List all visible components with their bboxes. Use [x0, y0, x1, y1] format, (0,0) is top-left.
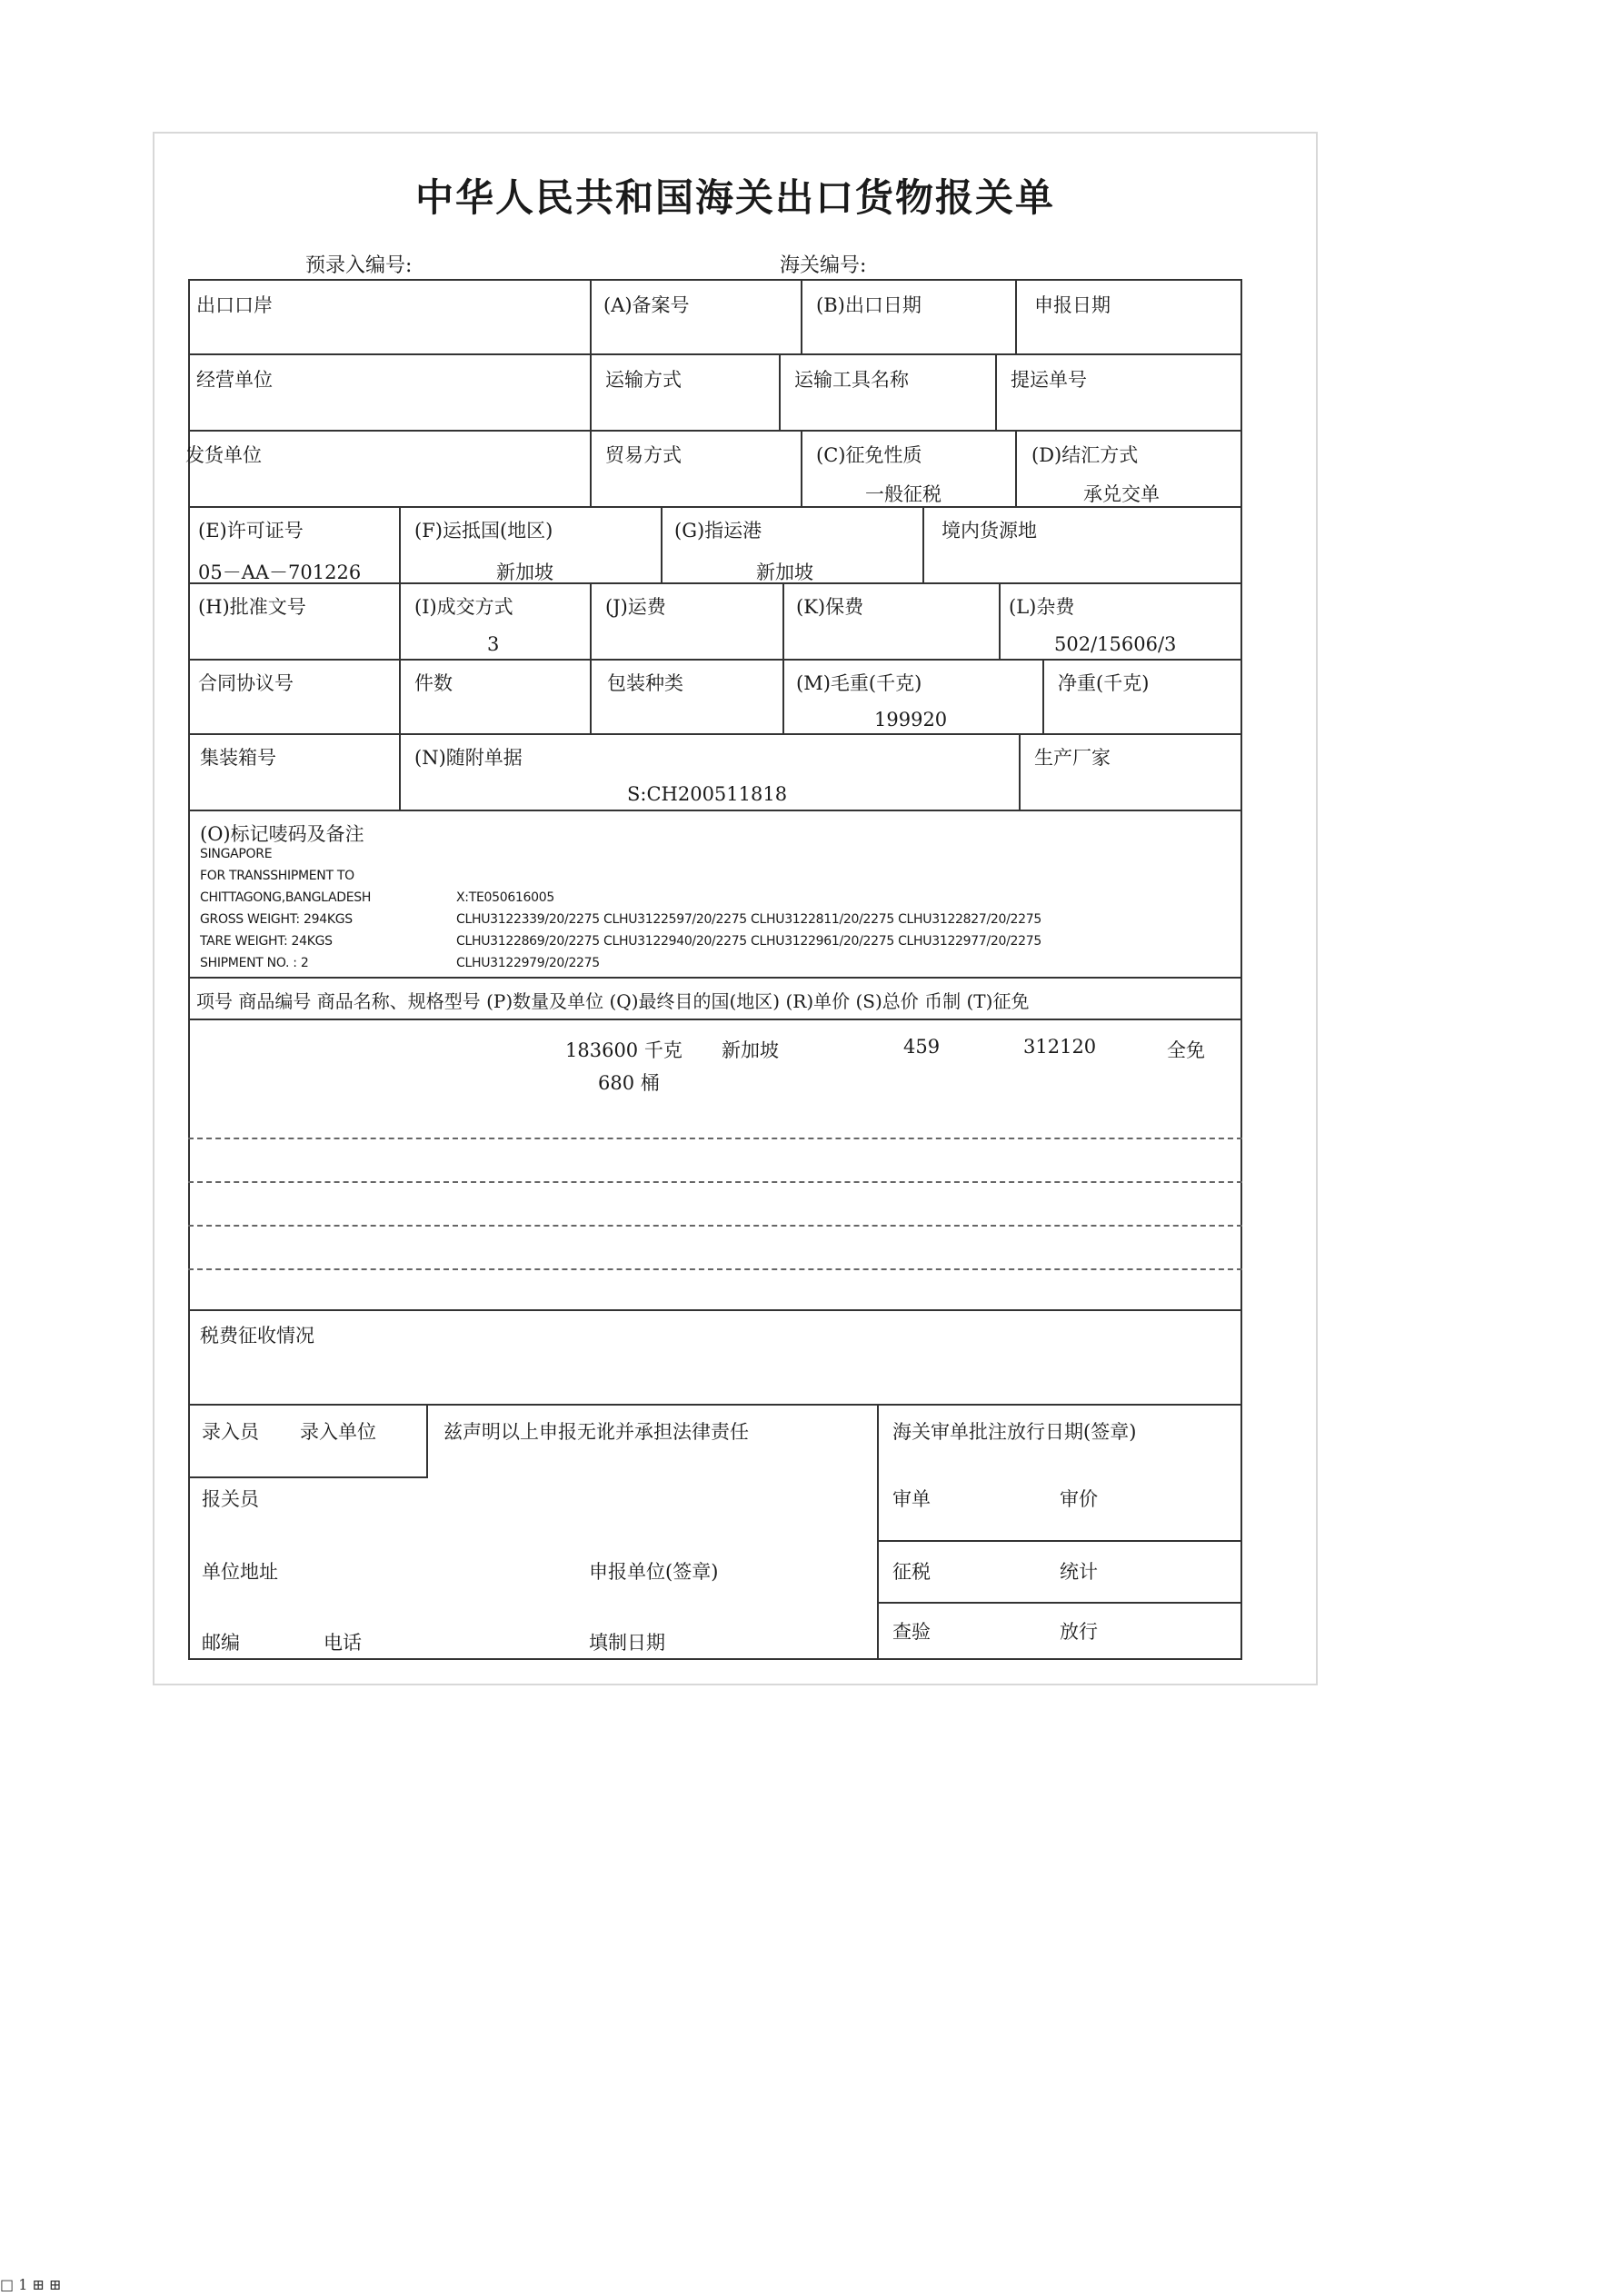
marks-left-line: TARE WEIGHT: 24KGS	[200, 934, 333, 949]
license-label: (E)许可证号	[198, 520, 304, 542]
declare-date-label: 申报日期	[1034, 294, 1111, 316]
marks-left-line: SINGAPORE	[200, 847, 273, 861]
operator-label: 经营单位	[196, 369, 273, 391]
docs-label: (N)随附单据	[414, 747, 523, 769]
deal-mode-label: (I)成交方式	[414, 596, 513, 618]
customs-approval-label: 海关审单批注放行日期(签章)	[892, 1421, 1137, 1443]
marks-left-line: FOR TRANSSHIPMENT TO	[200, 869, 354, 883]
gross-label: (M)毛重(千克)	[796, 672, 922, 694]
goods-country: 新加坡	[722, 1039, 779, 1061]
export-date-label: (B)出口日期	[816, 294, 922, 316]
trade-mode-label: 贸易方式	[605, 444, 682, 466]
settlement-label: (D)结汇方式	[1031, 444, 1139, 466]
manufacturer-label: 生产厂家	[1034, 747, 1111, 769]
inspect-label: 查验	[892, 1621, 931, 1643]
deal-mode-value: 3	[487, 633, 500, 655]
marks-left-line: SHIPMENT NO. : 2	[200, 956, 309, 970]
declaration-text: 兹声明以上申报无讹并承担法律责任	[443, 1421, 749, 1443]
levy-label: 征税	[892, 1561, 931, 1583]
tax-nature-value: 一般征税	[865, 483, 942, 505]
goods-qty-secondary: 680 桶	[598, 1072, 660, 1094]
freight-label: (J)运费	[605, 596, 666, 618]
dest-port-value: 新加坡	[756, 562, 813, 583]
stats-label: 统计	[1060, 1561, 1098, 1583]
marks-x-line: X:TE050616005	[456, 890, 554, 905]
entry-clerk-label: 录入员	[202, 1421, 259, 1443]
goods-unit-price: 459	[903, 1036, 941, 1058]
license-value: 05－AA－701226	[198, 562, 362, 583]
entry-unit-label: 录入单位	[300, 1421, 376, 1443]
misc-label: (L)杂费	[1009, 596, 1075, 618]
pieces-label: 件数	[414, 672, 453, 694]
source-label: 境内货源地	[942, 520, 1037, 542]
docs-value: S:CH200511818	[627, 783, 788, 805]
dest-country-label: (F)运抵国(地区)	[414, 520, 553, 542]
declare-unit-label: 申报单位(签章)	[589, 1561, 719, 1583]
transport-mode-label: 运输方式	[605, 369, 682, 391]
export-port-label: 出口口岸	[196, 294, 273, 316]
tax-nature-label: (C)征免性质	[816, 444, 922, 466]
customs-no-label: 海关编号:	[780, 254, 867, 277]
goods-header: 项号 商品编号 商品名称、规格型号 (P)数量及单位 (Q)最终目的国(地区) (R)单价 (S)总价 币制 (T)征免	[196, 990, 1030, 1012]
pre-entry-no-label: 预录入编号:	[305, 254, 413, 277]
dest-port-label: (G)指运港	[674, 520, 762, 542]
goods-divider	[188, 1138, 1242, 1139]
phone-label: 电话	[324, 1632, 362, 1654]
postcode-label: 邮编	[202, 1632, 240, 1654]
misc-value: 502/15606/3	[1054, 633, 1177, 655]
marks-left-line: GROSS WEIGHT: 294KGS	[200, 912, 353, 927]
dest-country-value: 新加坡	[496, 562, 553, 583]
release-label: 放行	[1060, 1621, 1098, 1643]
goods-divider	[188, 1268, 1242, 1270]
goods-exemption: 全免	[1167, 1039, 1205, 1061]
contract-label: 合同协议号	[198, 672, 294, 694]
valuation-label: 审价	[1060, 1488, 1098, 1510]
container-label: 集装箱号	[200, 747, 276, 769]
goods-body-cell	[188, 1019, 1242, 1311]
address-label: 单位地址	[202, 1561, 278, 1583]
shipper-label: 发货单位	[185, 444, 262, 466]
tax-cell	[188, 1309, 1242, 1406]
net-label: 净重(千克)	[1058, 672, 1150, 694]
marks-left-line: CHITTAGONG,BANGLADESH	[200, 890, 372, 905]
page-title: 中华人民共和国海关出口货物报关单	[414, 175, 1055, 220]
insurance-label: (K)保费	[796, 596, 864, 618]
goods-divider	[188, 1181, 1242, 1183]
marks-container-line: CLHU3122339/20/2275 CLHU3122597/20/2275 CLHU3122811/20/2275 CLHU3122827/20/2275	[456, 912, 1041, 927]
broker-label: 报关员	[202, 1488, 259, 1510]
fill-date-label: 填制日期	[589, 1632, 665, 1654]
record-no-label: (A)备案号	[603, 294, 690, 316]
goods-qty: 183600 千克	[565, 1039, 682, 1061]
marks-container-line: CLHU3122979/20/2275	[456, 956, 600, 970]
approval-label: (H)批准文号	[198, 596, 306, 618]
bill-no-label: 提运单号	[1011, 369, 1087, 391]
vehicle-name-label: 运输工具名称	[794, 369, 909, 391]
tax-label: 税费征收情况	[200, 1325, 314, 1347]
packing-label: 包装种类	[607, 672, 683, 694]
settlement-value: 承兑交单	[1083, 483, 1160, 505]
marks-label: (O)标记唛码及备注	[200, 823, 364, 845]
goods-total-price: 312120	[1023, 1036, 1097, 1058]
page-footer-mark: □ 1 ⊞ ⊞	[0, 2276, 62, 2293]
goods-divider	[188, 1225, 1242, 1227]
gross-value: 199920	[874, 709, 948, 731]
marks-container-line: CLHU3122869/20/2275 CLHU3122940/20/2275 CLHU3122961/20/2275 CLHU3122977/20/2275	[456, 934, 1041, 949]
review-label: 审单	[892, 1488, 931, 1510]
